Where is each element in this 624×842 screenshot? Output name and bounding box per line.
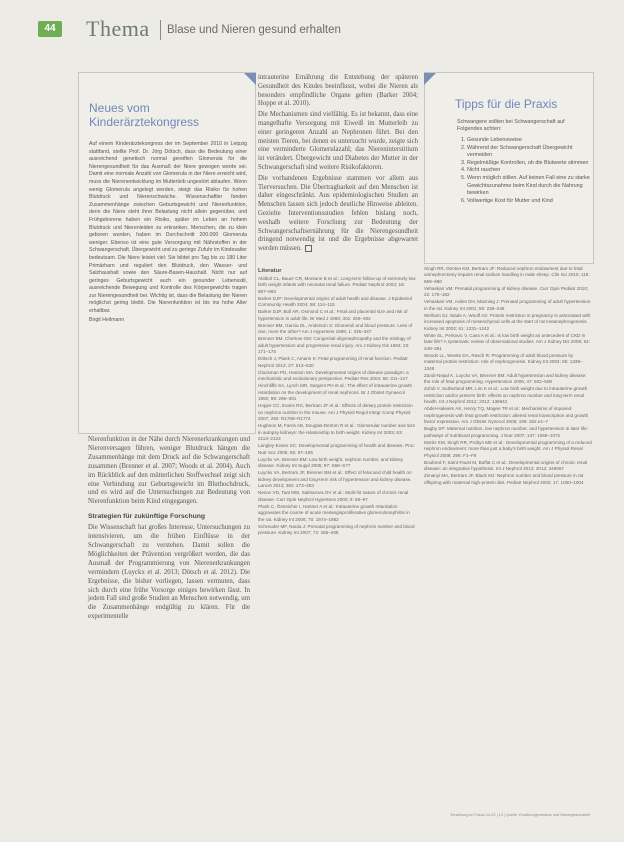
list-item: Hoppe CC, Evans RG, Bertram JF et al.: Effects of dietary protein restriction on nephron number in the mouse. Am J Physiol Regul Integr Comp Physiol 2007; 292: R1768–R1774 <box>258 403 413 422</box>
list-item: Zandi-Nejad K, Luyckx VA, Brenner BM: Adult hypertension and kidney disease: the role of fetal programming. Hypertension 2006; 47: 502–508 <box>424 372 587 385</box>
corner-mark <box>424 73 436 85</box>
box-signature: Birgit Heilmann <box>89 316 125 323</box>
list-item: 5. Wenn möglich stillen. Auf keinen Fall eine zu starke Gewichtszunahme beim Kind durch die Nahrung bewirken <box>467 175 599 198</box>
list-item: Abitbol CL, Bauer CR, Montane B et al.: Long-term follow-up of extremely low birth weight infants with neonatal renal failure. Pediatr Nephrol 2003; 18: 887–893 <box>258 276 416 294</box>
paragraph: Nierenfunktion in der Nähe durch Nierenerkrankungen und Nierenversagen führen, weniger Blutdruck hängen die Zusammenhänge mit dem Druck auf die Schwangerschaft zusammen (Brenner et al. 2007; Woods et al. 2004). Auch im Rückblick auf den mütterlichen Stoffwechsel zeigt sich eine Verbindung zur Geburtsgewicht im Bluthochdruck, und es wird auf die Untersuchungen zur Bedeutung von Nierenfunktion beim Kind eingegangen. <box>88 436 250 506</box>
list-item: Brenner BM, Chertow GM: Congenital oligonephropathy and the etiology of adult hypertension and progressive renal injury. Am J Kidney Dis 1994; 23: 171–175 <box>258 336 411 355</box>
list-item: Bagby SP: Maternal nutrition, low nephron number, and hypertension in later life: pathways of nutritional programming. J Nutr 2007; 137: 1066–1072 <box>424 426 588 438</box>
list-item: Hughson M, Farris AB, Douglas-Denton R et al.: Glomerular number and size in autopsy kidneys: the relationship to birth weight. Kidney Int 2003; 63: 2113–2122 <box>258 423 416 442</box>
list-item: Barker DJP: Developmental origins of adult health and disease. J Epidemiol Community Health 2004; 58: 114–115 <box>258 295 412 308</box>
article-column-middle <box>258 74 418 256</box>
section-title: Thema <box>86 16 150 41</box>
list-item: Moritz KM, Singh RR, Probyn ME et al.: Developmental programming of a reduced nephron endowment: more than just a baby's birth weight. Am J Physiol Renal Physiol 2009; 296: F1–F9 <box>424 439 592 458</box>
tips-box <box>424 72 594 264</box>
box-body <box>89 141 247 324</box>
list-item: Luyckx VA, Brenner BM: Low birth weight, nephron number, and kidney disease. Kidney Int Suppl 2005; 97: S68–S77 <box>258 456 403 469</box>
list-item: 4. Nicht rauchen <box>467 167 599 175</box>
tips-title: Tipps für die Praxis <box>455 97 558 111</box>
list-item: Vehaskari VM: Prenatal programming of kidney disease. Curr Opin Pediatr 2010; 22: 176–182 <box>424 285 589 298</box>
list-item: Gluckman PD, Hanson MA: Developmental origins of disease paradigm: a mechanistic and evolutionary perspective. Pediatr Res 2004; 56: 311–317 <box>258 369 409 382</box>
list-item: Nenov VD, Taal MW, Sakharova OV et al.: Multi-hit nature of chronic renal disease. Curr Opin Nephrol Hypertens 2000; 9: 85–97 <box>258 490 409 502</box>
end-of-article-icon <box>305 245 312 252</box>
list-item: Woods LL, Weeks DA, Rasch R: Programming of adult blood pressure by maternal protein restriction: role of nephrogenesis. Kidney Int 2004; 65: 1339–1348 <box>424 352 583 371</box>
list-item: Vehaskari VM, Aviles DH, Manning J: Prenatal programming of adult hypertension in the rat. Kidney Int 2001; 59: 238–245 <box>424 299 591 311</box>
list-item: 2. Während der Schwangerschaft Übergewicht vermeiden <box>467 145 599 160</box>
list-item: Brenner BM, Garcia DL, Anderson S: Glomeruli and blood pressure. Less of one, more the other? Am J Hypertens 1988; 1: 335–347 <box>258 322 413 335</box>
list-item: Plank C, Östreicher I, Hartner A et al.: Intrauterine growth retardation aggravates the course of acute mesangioproliferative glomerulonephritis in the rat. Kidney Int 2006; 70: 1974–1982 <box>258 503 410 522</box>
paragraph: Die Mechanismen sind vielfältig. Es ist bekannt, dass eine mangelhafte Versorgung mit Eiweiß im Mutterleib zu einer geringeren Anzahl an Nephronen führt. Bei den meisten Tieren, bei denen es untersucht wurde, zeigte sich eine verminderte Glomerulazahl; das Niereninterstitium ist verändert. Übergewicht und Diabetes der Mutter in der Schwangerschaft sind weitere Risikofaktoren. <box>258 111 418 171</box>
list-item: Luyckx VA, Bertram JF, Brenner BM et al.: Effect of fetal and child health on kidney development and long-term risk of hypertension and kidney disease. Lancet 2013; 382: 273–283 <box>258 470 412 489</box>
list-item: Singh RR, Denton KM, Bertram JF: Reduced nephron endowment due to fetal uninephrectomy impairs renal sodium handling in male sheep. Clin Sci 2010; 118: 669–680 <box>424 266 590 284</box>
section-subtitle: Blase und Nieren gesund erhalten <box>167 24 341 36</box>
section-heading: Strategien für zukünftige Forschung <box>88 513 206 521</box>
box-title: Neues vom Kinderärztekongress <box>89 101 200 129</box>
paragraph <box>258 175 418 254</box>
list-item: Boubred F, Saint-Faust M, Buffat C et al.: Developmental origins of chronic renal disease: an integrative hypothesis. Int J Nephrol 2013; 2013: 346067 <box>424 459 588 472</box>
list-item: Zohdi V, Sutherland MR, Lim K et al.: Low birth weight due to intrauterine growth restriction and/or preterm birth: effects on nephron number and long-term renal health. Int J Nephrol 2012; 2012: 136942 <box>424 386 588 405</box>
paragraph: Die Wissenschaft hat großes Interesse, Untersuchungen zu intensivieren, um die frühen Einflüsse in der Schwangerschaft zu verstehen. Damit sollen die Möglichkeiten der Prävention vergrößert werden, die das Ausmaß der Programmierung von Nierenerkrankungen vermindern (Luyckx et al. 2013; Dötsch et al. 2012). Die Ergebnisse, die bisher vorliegen, lassen vermuten, dass sich durch eine frühe Vorsorge einiges bewirken lässt. In jedem Fall sind große Studien an Menschen notwendig, um die Zusammenhänge endgültig zu klären. Für die experimentelle <box>88 524 250 621</box>
page-footer: Ernährung im Fokus 14-02 | 14 | Quelle: Ernährungsmedizin und Nierengesundheit <box>450 813 590 817</box>
box-body-text: Auf einem Kinderärztekongress der im September 2010 in Leipzig stattfand, stellte Prof. Dr. Jörg Dötsch, dass die Bedeutung einer ausreichend genetisch normal gereiften Glomerula für die Nierengesundheit für das Ausmaß der Niere gewogen werde sei. Damit eine normale Anzahl von Glomerula in der Niere erreicht wird, muss die Nierenentwicklung im Mutterleib ungestört ablaufen. Wenn wenig Glomerula angelegt werden, steigt das Risiko für hohen Blutdruck und Nierenschwäche. Wissenschaftler fanden Zusammenhänge zwischen Geburtsgewicht und Nierenfunktion, denn die Niere steht ihrer Belastung nicht allein gegenüber, und Frühgeborene haben ein Risiko, später im Leben an hohem Blutdruck und Nierenleiden zu erkranken. Menschen, die zu klein geboren wurden, haben im Durchschnitt 200.000 Glomerula weniger. Ebenso ist eine gute Versorgung mit Nährstoffen in der Schwangerschaft, Übergewicht und zu geringe Zufuhr im Kindesalter bedeutsam. Die Niere leistet viel: Sie bildet pro Tag bis zu 180 Liter Primärharn und reguliert den Blutdruck, den Wasser- und Salzhaushalt sowie den Säure-Basen-Haushalt. Nicht nur auf geringes Geburtsgewicht auch ein gesunder Lebensstil, ausreichende Bewegung und Kontrolle des Körpergewichts tragen zur Nierengesundheit bei. Wichtig ist, dass die Belastung der Nieren möglichst gering bleibt. Die Nierenfunktion ist bis ins hohe Alter erhaltbar. <box>89 141 248 315</box>
sidebar-box-congress <box>78 72 256 434</box>
list-item: 6. Vollwertige Kost für Mutter und Kind <box>467 198 599 206</box>
literature-list-right <box>424 266 592 487</box>
literature-heading: Literatur <box>258 268 282 274</box>
list-item: 1. Gesunde Lebensweise <box>467 137 599 145</box>
list-item: White SL, Perkovic V, Cass A et al.: Is low birth weight an antecedent of CKD in later life? A systematic review of observational studies. Am J Kidney Dis 2009; 54: 248–261 <box>424 332 590 351</box>
list-item: Abdel-Hakeem AK, Henry TQ, Magee TR et al.: Mechanisms of impaired nephrogenesis with fetal growth restriction: altered renal transcription and growth factor expression. Am J Obstet Gynecol 2008; 199: 252.e1–7 <box>424 406 589 425</box>
literature-list-middle <box>258 276 416 537</box>
article-column-lower <box>88 436 250 624</box>
list-item: Hinchliffe SA, Lynch MR, Sargent PH et al.: The effect of intrauterine growth retardation on the development of renal nephrons. Br J Obstet Gynaecol 1992; 99: 296–301 <box>258 383 413 402</box>
paragraph-text: Die vorhandenen Ergebnisse stammen vor allem aus Tierversuchen. Die Übertragbarkeit auf den Menschen ist daher eingeschränkt. Aus epidemiologischen Studien an Menschen lassen sich jedoch deutliche Hinweise ableiten. Gezielte Interventionsstudien fehlen bislang noch, weshalb weitere Forschung zur Bedeutung der Schwangerschaftsernährung für die Nierengesundheit dringend notwendig ist und die Ergebnisse abgewartet werden müssen. <box>258 174 418 253</box>
list-item: 3. Regelmäßige Kontrollen, ob die Blutwerte stimmen <box>467 160 599 168</box>
page-number: 44 <box>38 21 62 37</box>
tips-list <box>457 137 599 205</box>
corner-mark <box>244 73 256 85</box>
list-item: Zimanyi MA, Bertram JF, Black MJ: Nephron number and blood pressure in rat offspring with maternal high-protein diet. Pediatr Nephrol 2002; 17: 1000–1004 <box>424 473 584 485</box>
tips-intro: Schwangere sollten bei Schwangerschaft auf Folgendes achten: <box>457 119 565 133</box>
header-divider <box>160 20 161 40</box>
list-item: Dötsch J, Plank C, Amann K: Fetal programming of renal function. Pediatr Nephrol 2012; 27: 513–520 <box>258 356 408 368</box>
list-item: Barker DJP, Bull AR, Osmond C et al.: Fetal and placental size and risk of hypertension in adult life. Br Med J 1990; 301: 259–262 <box>258 309 408 321</box>
paragraph: intrauterine Ernährung die Entstehung der späteren Gesundheit des Kindes beeinflusst, wobei die Nieren als besonders empfindliche Organe gelten (Barker 2004; Hoppe et al. 2010). <box>258 74 418 108</box>
list-item: Schreuder MF, Nauta J: Prenatal programming of nephron number and blood pressure. Kidney Int 2007; 72: 265–268 <box>258 523 415 536</box>
list-item: Welham SJ, Wade A, Woolf AS: Protein restriction in pregnancy is associated with increased apoptosis of mesenchymal cells at the start of rat metanephrogenesis. Kidney Int 2002; 61: 1231–1242 <box>424 312 591 331</box>
list-item: Langley-Evans SC: Developmental programming of health and disease. Proc Nutr Soc 2006; 65: 97–105 <box>258 443 415 455</box>
